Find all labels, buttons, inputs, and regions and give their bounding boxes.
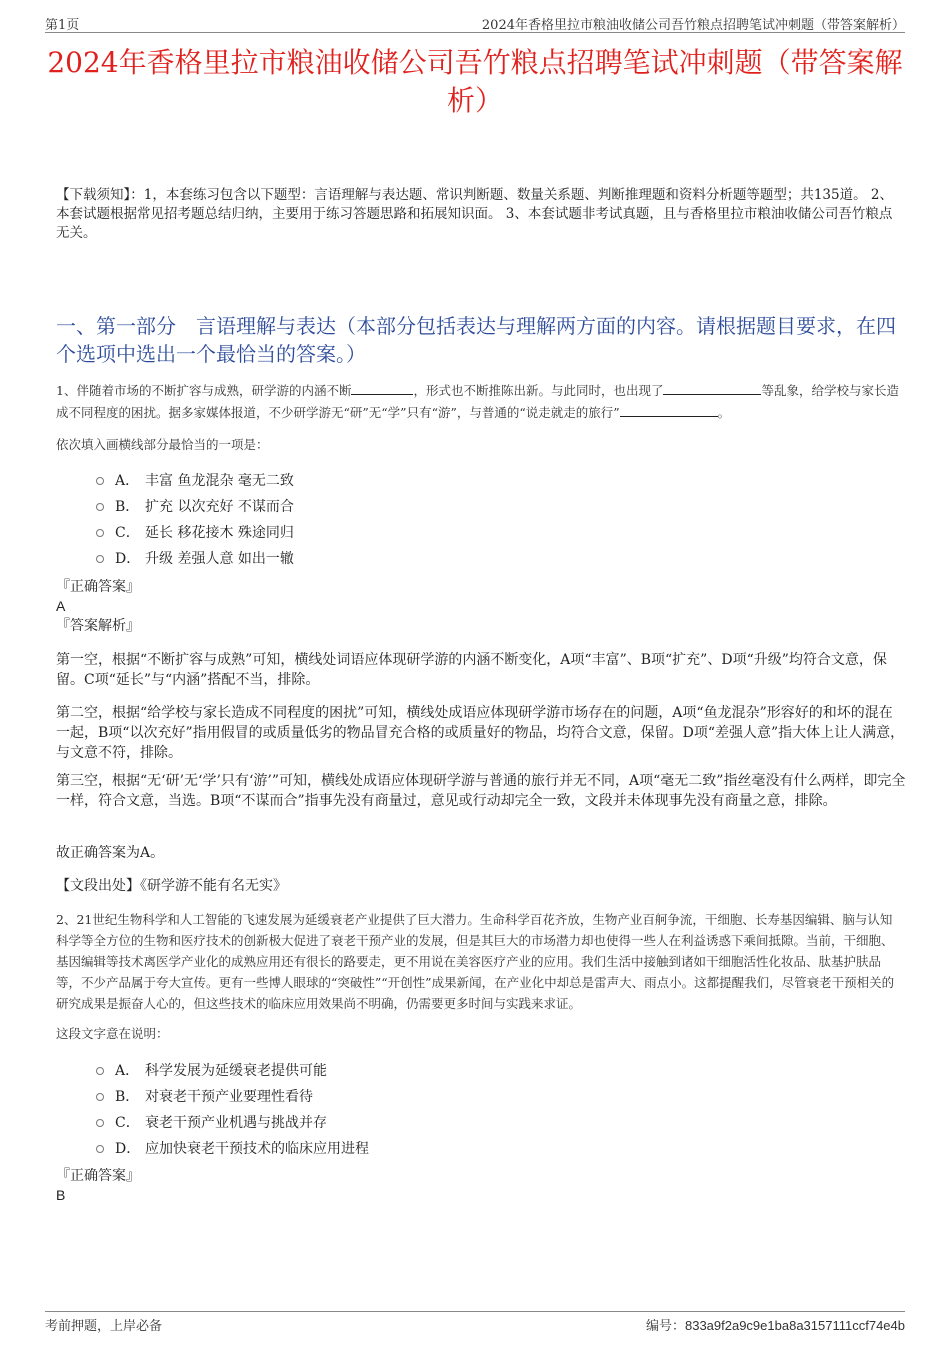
radio-icon[interactable] <box>96 1119 104 1127</box>
download-notice: 【下载须知】：1，本套练习包含以下题型：言语理解与表达题、常识判断题、数量关系题、判断推理题和资料分析题等题型；共135道。 2、本套试题根据常见招考题总结归纳，主要用于练习答题思路和拓展知识面。 3、本套试题非考试真题，且与香格里拉市粮油收储公司吾竹粮点无关。 <box>56 187 893 241</box>
analysis-paragraph-3: 第三空，根据“无‘研’无‘学’只有‘游’”可知，横线处成语应体现研学游与普通的旅行并无不同，A项“毫无二致”指丝毫没有什么两样，即完全一样，符合文意，当选。B项“不谋而合”指事先没有商量过，意见或行动却完全一致，文段并未体现事先没有商量之意，排除。 <box>56 773 906 809</box>
page-footer <box>45 1311 905 1334</box>
analysis-conclusion: 故正确答案为A。 <box>56 845 165 861</box>
question-2-text: 2、21世纪生物科学和人工智能的飞速发展为延缓衰老产业提供了巨大潜力。生命科学百花齐放，生物产业百舸争流，干细胞、长寿基因编辑、脑与认知科学等全方位的生物和医疗技术的创新极大促进了衰老干预产业的发展，但是其巨大的市场潜力却也使得一些人在利益诱惑下乘间抵隙。当前，干细胞、基因编辑等技术离医学产业化的成熟应用还有很长的路要走，更不用说在美容医疗产业的应用。我们生活中接触到诸如干细胞活性化妆品、肽基护肤品等，不少产品属于夸大宣传。更有一些博人眼球的“突破性”“开创性”成果新闻，在产业化中却总是雷声大、雨点小。这都提醒我们，尽管衰老干预相关的研究成果是振奋人心的，但这些技术的临床应用效果尚不明确，仍需要更多时间与实践来求证。 <box>56 912 895 1011</box>
radio-icon[interactable] <box>96 477 104 485</box>
option-d[interactable]: D． 升级 差强人意 如出一辙 <box>96 546 294 572</box>
question-1-prompt: 依次填入画横线部分最恰当的一项是： <box>56 437 269 452</box>
page-number: 第1页 <box>45 18 80 33</box>
option-d[interactable]: D． 应加快衰老干预技术的临床应用进程 <box>96 1136 369 1162</box>
document-id: 编号：833a9f2a9c9e1ba8a3157111ccf74e4b <box>645 1318 905 1333</box>
analysis-paragraph-1: 第一空，根据“不断扩容与成熟”可知，横线处词语应体现研学游的内涵不断变化，A项“丰富”、B项“扩充”、D项“升级”均符合文意，保留。C项“延长”与“内涵”搭配不当，排除。 <box>56 652 887 688</box>
option-a[interactable]: A． 科学发展为延缓衰老提供可能 <box>96 1058 369 1084</box>
header-doc-title: 2024年香格里拉市粮油收储公司吾竹粮点招聘笔试冲刺题（带答案解析） <box>481 18 905 33</box>
option-c[interactable]: C． 衰老干预产业机遇与挑战并存 <box>96 1110 369 1136</box>
option-b[interactable]: B． 扩充 以次充好 不谋而合 <box>96 494 294 520</box>
correct-answer: B <box>56 1187 66 1203</box>
section-heading: 一、第一部分 言语理解与表达（本部分包括表达与理解两方面的内容。请根据题目要求，在四个选项中选出一个最恰当的答案。） <box>56 314 896 366</box>
analysis-paragraph-2: 第二空，根据“给学校与家长造成不同程度的困扰”可知，横线处成语应体现研学游市场存在的问题，A项“鱼龙混杂”形容好的和坏的混在一起，B项“以次充好”指用假冒的或质量低劣的物品冒充合格的或质量好的物品，均符合文意，保留。D项“差强人意”指大体上让人满意，与文意不符，排除。 <box>56 705 905 761</box>
question-1-text: 1、伴随着市场的不断扩容与成熟，研学游的内涵不断 ，形式也不断推陈出新。与此同时，也出现了 等乱象，给学校与家长造成不同程度的困扰。据多家媒体报道，不少研学游无“研”无“学”只有“游”，与普通的“说走就走的旅行” 。 <box>56 383 899 420</box>
footer-slogan: 考前押题，上岸必备 <box>45 1319 163 1334</box>
radio-icon[interactable] <box>96 555 104 563</box>
radio-icon[interactable] <box>96 1145 104 1153</box>
answer-label: 『正确答案』 <box>56 1168 140 1184</box>
radio-icon[interactable] <box>96 1067 104 1075</box>
question-2-prompt: 这段文字意在说明： <box>56 1026 169 1041</box>
document-title: 2024年香格里拉市粮油收储公司吾竹粮点招聘笔试冲刺题（带答案解析） <box>47 46 903 117</box>
answer-blank <box>351 381 413 395</box>
answer-blank <box>620 403 718 417</box>
question-2-options <box>96 1058 369 1162</box>
radio-icon[interactable] <box>96 529 104 537</box>
text-source: 【文段出处】《研学游不能有名无实》 <box>56 878 287 894</box>
answer-blank <box>663 381 761 395</box>
analysis-label: 『答案解析』 <box>56 618 140 634</box>
question-1-options <box>96 468 294 572</box>
radio-icon[interactable] <box>96 503 104 511</box>
page-header <box>45 10 905 33</box>
radio-icon[interactable] <box>96 1093 104 1101</box>
correct-answer: A <box>56 598 66 614</box>
option-a[interactable]: A． 丰富 鱼龙混杂 毫无二致 <box>96 468 294 494</box>
answer-label: 『正确答案』 <box>56 579 140 595</box>
option-c[interactable]: C． 延长 移花接木 殊途同归 <box>96 520 294 546</box>
option-b[interactable]: B． 对衰老干预产业要理性看待 <box>96 1084 369 1110</box>
